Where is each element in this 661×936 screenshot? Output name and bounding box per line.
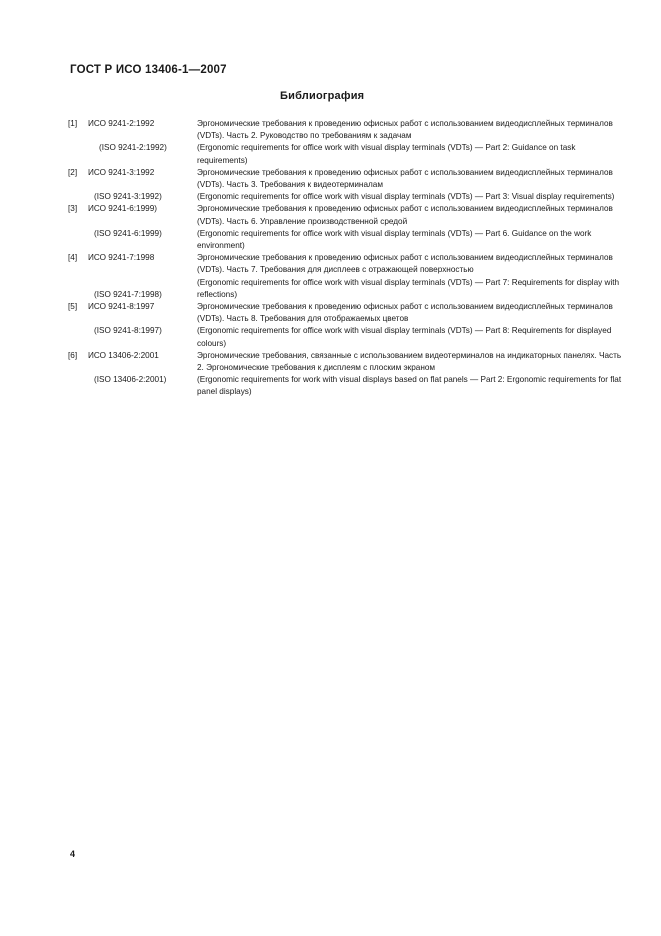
bibliography-entry-gost-code: ИСО 9241-8:1997 [88, 302, 155, 312]
bibliography-entry-ref-number: [6] [68, 350, 78, 360]
bibliography-entry-iso-codes [68, 277, 197, 301]
bibliography-entry-english-title [197, 374, 624, 398]
bibliography-entry [68, 350, 624, 399]
bibliography-entry-codes [68, 350, 197, 362]
bibliography-entry-iso-codes [68, 374, 197, 386]
bibliography-entry-primary-row [68, 350, 624, 374]
bibliography-entry-russian-title [197, 301, 624, 325]
bibliography-entry [68, 252, 624, 301]
bibliography-entry-primary-row [68, 118, 624, 142]
bibliography-entry-primary-row [68, 167, 624, 191]
bibliography-entry-gost-code: ИСО 9241-3:1992 [88, 167, 155, 177]
bibliography-entry-reference [68, 301, 197, 313]
bibliography-entry-english-title [197, 277, 624, 301]
bibliography-entry-english-title [197, 325, 624, 349]
bibliography-entry-english-title [197, 228, 624, 252]
bibliography-entry-ref-number: [2] [68, 167, 78, 177]
bibliography-entry-ref-number: [4] [68, 253, 78, 263]
bibliography-entry-en-text: (Ergonomic requirements for work with visual displays based on flat panels — Part 2: Ergonomic requirements for flat panel displays) [197, 375, 622, 397]
bibliography-entry-reference [68, 252, 197, 264]
bibliography-entry-ru-text: Эргономические требования к проведению офисных работ с использованием видеодисплейных терминалов (VDTs). Часть 7. Требования для дисплеев с отражающей поверхностью [197, 253, 613, 275]
bibliography-entry-iso-code: (ISO 9241-3:1992) [94, 192, 162, 202]
bibliography-entry-iso-code: (ISO 9241-2:1992) [99, 143, 167, 153]
bibliography-entry-codes [68, 203, 197, 215]
bibliography-entry-en-text: (Ergonomic requirements for office work with visual display terminals (VDTs) — Part 6. Guidance on the work environment) [197, 228, 592, 251]
bibliography-entry-secondary-row [68, 277, 624, 301]
bibliography-entry [68, 301, 624, 350]
bibliography-entry-iso-codes [68, 142, 197, 154]
bibliography-entry-english-title [197, 191, 624, 203]
bibliography-entry-english-title [197, 142, 624, 166]
bibliography-entry-primary-row [68, 203, 624, 227]
bibliography-entry-ref-number: [1] [68, 119, 78, 128]
bibliography-entry-ru-text: Эргономические требования к проведению офисных работ с использованием видеодисплейных терминалов (VDTs). Часть 2. Руководство по требованиям к задачам [197, 119, 613, 141]
bibliography-entry [68, 118, 624, 167]
bibliography-entry-reference [68, 118, 197, 130]
bibliography-entry-russian-title [197, 350, 624, 374]
bibliography-list [68, 118, 624, 399]
bibliography-entry-secondary-row [68, 142, 624, 166]
bibliography-entry-en-text: (Ergonomic requirements for office work with visual display terminals (VDTs) — Part 3: Visual display requirements) [197, 192, 615, 202]
bibliography-entry-iso-code: (ISO 9241-8:1997) [94, 326, 162, 336]
bibliography-entry-ref-number: [5] [68, 302, 78, 312]
bibliography-entry-reference [68, 203, 197, 215]
bibliography-entry-primary-row [68, 252, 624, 276]
bibliography-entry-russian-title [197, 167, 624, 191]
bibliography-entry-ru-text: Эргономические требования к проведению офисных работ с использованием видеодисплейных терминалов (VDTs). Часть 6. Управление производственной средой [197, 204, 613, 226]
bibliography-entry-codes [68, 167, 197, 179]
bibliography-entry [68, 167, 624, 204]
bibliography-entry-iso-code: (ISO 13406-2:2001) [94, 375, 167, 385]
bibliography-entry-iso-codes [68, 325, 197, 337]
bibliography-entry-russian-title [197, 252, 624, 276]
bibliography-entry-ref-number: [3] [68, 204, 78, 214]
document-standard-code: ГОСТ Р ИСО 13406-1—2007 [70, 64, 227, 76]
bibliography-entry-gost-code: ИСО 13406-2:2001 [88, 350, 159, 360]
bibliography-entry-reference [68, 350, 197, 362]
bibliography-entry-russian-title [197, 118, 624, 142]
bibliography-entry [68, 203, 624, 252]
bibliography-entry-primary-row [68, 301, 624, 325]
bibliography-entry-iso-code: (ISO 9241-6:1999) [94, 228, 162, 238]
bibliography-entry-secondary-row [68, 191, 624, 203]
bibliography-entry-iso-code: (ISO 9241-7:1998) [94, 289, 162, 299]
bibliography-entry-gost-code: ИСО 9241-2:1992 [88, 119, 155, 128]
bibliography-entry-en-text: (Ergonomic requirements for office work with visual display terminals (VDTs) — Part 8: Requirements for displayed colours) [197, 326, 612, 348]
bibliography-entry-iso-codes [68, 191, 197, 203]
bibliography-entry-ru-text: Эргономические требования к проведению офисных работ с использованием видеодисплейных терминалов (VDTs). Часть 8. Требования для отображаемых цветов [197, 302, 613, 324]
bibliography-entry-codes [68, 118, 197, 130]
bibliography-entry-en-text: (Ergonomic requirements for office work with visual display terminals (VDTs) — Part 2: Guidance on task requirements) [197, 143, 576, 165]
bibliography-entry-codes [68, 301, 197, 313]
bibliography-entry-reference [68, 167, 197, 179]
bibliography-entry-secondary-row [68, 374, 624, 398]
page-title: Библиография [280, 90, 365, 102]
bibliography-entry-codes [68, 252, 197, 264]
bibliography-entry-secondary-row [68, 228, 624, 252]
bibliography-entry-line-spacer [68, 277, 197, 289]
bibliography-entry-en-text: (Ergonomic requirements for office work with visual display terminals (VDTs) — Part 7: Requirements for display with reflections) [197, 277, 620, 299]
bibliography-entry-russian-title [197, 203, 624, 227]
page-number: 4 [70, 849, 76, 859]
bibliography-entry-ru-text: Эргономические требования, связанные с использованием видеотерминалов на индикаторных панелях. Часть 2. Эргономические требования к дисплеям с плоским экраном [197, 350, 622, 373]
bibliography-entry-gost-code: ИСО 9241-6:1999) [88, 204, 157, 214]
bibliography-entry-gost-code: ИСО 9241-7:1998 [88, 253, 155, 263]
bibliography-entry-secondary-row [68, 325, 624, 349]
bibliography-entry-iso-codes [68, 228, 197, 240]
bibliography-entry-ru-text: Эргономические требования к проведению офисных работ с использованием видеодисплейных терминалов (VDTs). Часть 3. Требования к видеотерминалам [197, 167, 613, 190]
